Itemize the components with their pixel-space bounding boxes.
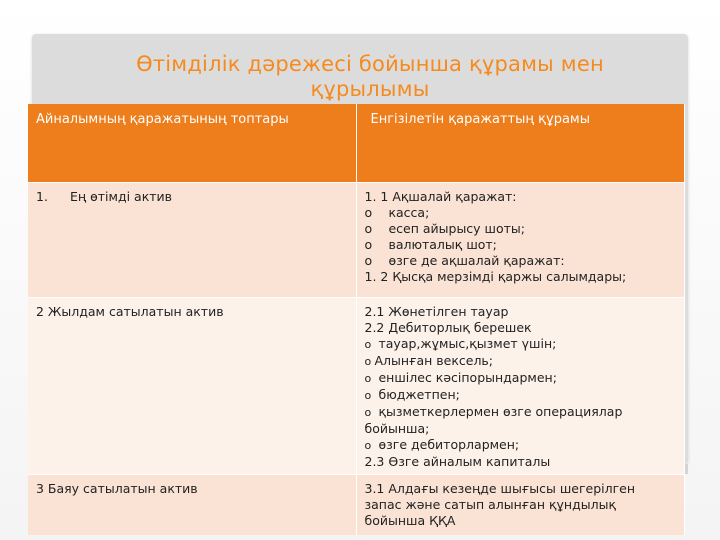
table-header-row: [28, 104, 684, 183]
row3-right-cell: [356, 475, 684, 536]
list-item-text: еншілес кәсіпорындармен;: [378, 370, 557, 385]
row2-left-text: 2 Жылдам сатылатын актив: [36, 304, 224, 319]
list-item-text: тауар,жұмыс,қызмет үшін;: [378, 336, 557, 351]
bullet-o-icon: o: [364, 439, 372, 452]
list-item-text: бюджетпен;: [378, 387, 460, 402]
composition-table: [28, 104, 685, 535]
row3-left-cell: [28, 475, 356, 536]
row2-right-cell: [356, 298, 684, 475]
bullet-o-icon: o: [364, 355, 372, 368]
row1-item-1: 1. 1 Ақшалай қаражат:: [364, 189, 517, 204]
list-item: [365, 437, 676, 454]
bullet-o-icon: o: [364, 372, 372, 385]
row1-left-text: Ең өтімді актив: [70, 189, 173, 204]
bullet-o-icon: o: [364, 221, 373, 236]
header-asset-groups: Айналымның қаражатының топтары: [28, 104, 356, 183]
list-item-text: өзге де ақшалай қаражат:: [388, 253, 565, 268]
row1-left-number: 1.: [36, 189, 48, 204]
list-item-text: қызметкерлермен өзге операциялар бойынша;: [364, 404, 623, 436]
row2-line-2: 2.2 Дебиторлық берешек: [364, 320, 532, 335]
row1-item-2: 1. 2 Қысқа мерзімді қаржы салымдары;: [364, 269, 627, 284]
row1-left-label: [36, 189, 172, 204]
row2-line-1: 2.1 Жөнетілген тауар: [364, 304, 509, 319]
bullet-o-icon: o: [364, 237, 373, 252]
row2-left-cell: [28, 298, 356, 475]
list-item: [365, 205, 676, 221]
row1-left-cell: [28, 183, 356, 298]
table-row: [28, 183, 684, 298]
title-line-1: Өтімділік дәрежесі бойынша құрамы мен: [136, 52, 604, 76]
list-item: [365, 353, 676, 370]
row3-right-text: 3.1 Алдағы кезеңде шығысы шегерілген запас және сатып алынған құндылық бойынша ҚҚА: [364, 481, 636, 528]
list-item-text: есеп айырысу шоты;: [388, 221, 526, 236]
list-item: [365, 237, 676, 253]
title-line-2: құрылымы: [310, 77, 430, 101]
list-item-text: өзге дебиторлармен;: [378, 437, 520, 452]
list-item: [365, 404, 676, 437]
list-item: [365, 253, 676, 269]
row1-right-cell: [356, 183, 684, 298]
table-row: [28, 475, 684, 536]
bullet-o-icon: o: [364, 406, 372, 419]
slide-title: [70, 52, 670, 102]
list-item-text: Алынған вексель;: [374, 353, 494, 368]
table-row: [28, 298, 684, 475]
bullet-o-icon: o: [364, 338, 372, 351]
list-item: [365, 336, 676, 353]
list-item: [365, 221, 676, 237]
list-item: [365, 370, 676, 387]
header-composition: Енгізілетін қаражаттың құрамы: [356, 104, 684, 183]
row2-line-3: 2.3 Өзге айналым капиталы: [364, 454, 551, 469]
list-item-text: валюталық шот;: [388, 237, 497, 252]
list-item: [365, 387, 676, 404]
bullet-o-icon: o: [364, 205, 373, 220]
row3-left-text: 3 Баяу сатылатын актив: [36, 481, 198, 496]
bullet-o-icon: o: [364, 253, 373, 268]
list-item-text: касса;: [388, 205, 430, 220]
bullet-o-icon: o: [364, 389, 372, 402]
